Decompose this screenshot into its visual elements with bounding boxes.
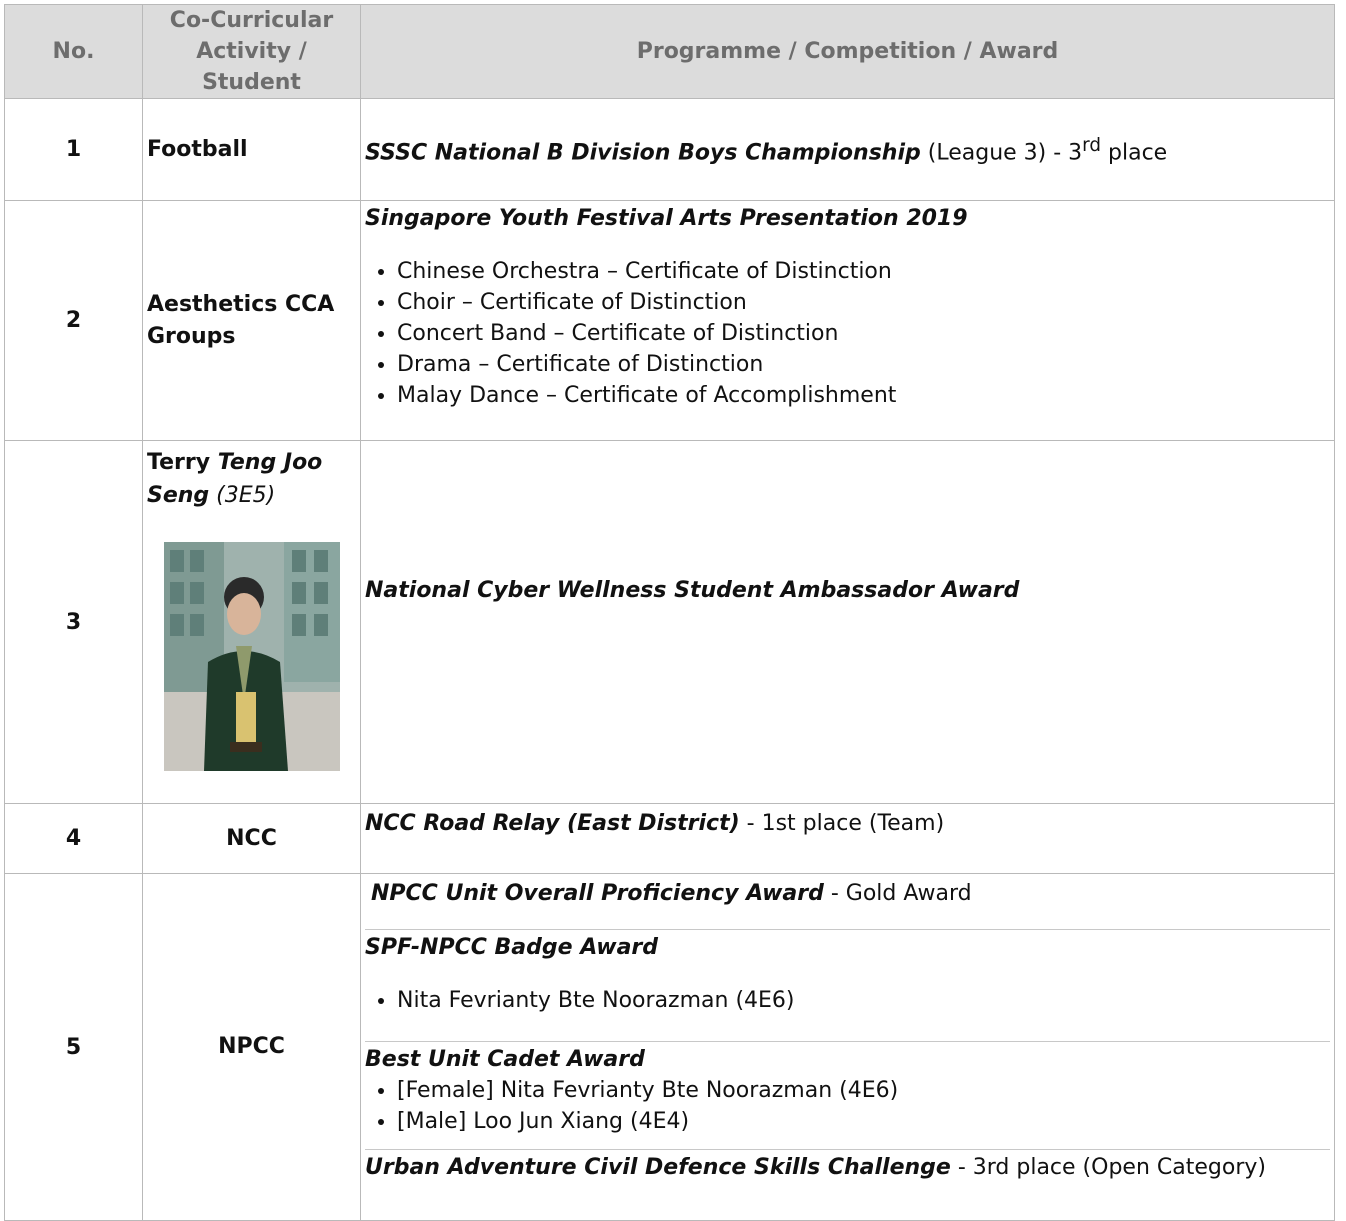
list-item: • [Male] Loo Jun Xiang (4E4) [397,1106,1330,1137]
award-cell [361,99,1335,201]
row-number: 3 [5,441,143,804]
list-item: • Nita Fevrianty Bte Noorazman (4E6) [397,985,1330,1016]
award-detail: (League 3) - 3 [920,140,1083,166]
student-class: (3E5) [209,483,276,508]
student-first-name: Terry [147,450,218,475]
table-row [5,201,1335,441]
row-number: 4 [5,804,143,874]
row-number: 2 [5,201,143,441]
list-item: • [Female] Nita Fevrianty Bte Noorazman (4E6) [397,1075,1330,1106]
award-cell [361,804,1335,874]
award-section [365,874,1330,930]
student-name-rest-2: Seng [147,483,210,508]
award-title: NPCC Unit Overall Proficiency Award [371,881,824,906]
award-detail: - 3rd place (Open Category) [950,1155,1266,1180]
award-superscript: rd [1082,135,1102,157]
award-section [365,930,1330,1042]
award-title: NCC Road Relay (East District) [365,811,740,836]
award-list [365,256,1330,411]
table-row [5,874,1335,1221]
student-name-rest: Teng Joo [217,450,323,475]
award-detail: - Gold Award [823,881,972,906]
header-row [5,5,1335,99]
student-cell [143,441,361,804]
list-item: • Chinese Orchestra – Certificate of Distinction [397,256,1330,287]
header-no: No. [5,5,143,99]
award-list [365,1075,1330,1137]
list-item: • Concert Band – Certificate of Distinction [397,318,1330,349]
awards-table [4,4,1335,1221]
award-title: Urban Adventure Civil Defence Skills Challenge [365,1155,951,1180]
cca-name: NCC [143,804,361,874]
award-cell [361,874,1335,1221]
table-row [5,441,1335,804]
cca-name-line1: Aesthetics CCA [147,291,335,317]
header-cca-line2: Activity / Student [196,39,307,95]
award-section [365,1042,1330,1150]
table-row [5,804,1335,874]
award-cell [361,441,1335,804]
list-item: • Malay Dance – Certificate of Accomplishment [397,380,1330,411]
table-row [5,99,1335,201]
list-item: • Drama – Certificate of Distinction [397,349,1330,380]
student-photo [164,542,340,771]
award-section [365,1150,1330,1183]
award-title: SPF-NPCC Badge Award [365,935,659,960]
award-cell [361,201,1335,441]
header-award: Programme / Competition / Award [361,5,1335,99]
award-title: SSSC National B Division Boys Championship [365,140,921,166]
award-title: Best Unit Cadet Award [365,1047,645,1072]
cca-name: Football [143,99,361,201]
student-name [147,446,356,512]
cca-name: NPCC [143,874,361,1221]
list-item: • Choir – Certificate of Distinction [397,287,1330,318]
award-detail: - 1st place (Team) [739,811,945,836]
cca-name-line2: Groups [147,323,236,349]
header-cca-line1: Co-Curricular [169,8,334,33]
row-number: 1 [5,99,143,201]
award-detail-end: place [1101,140,1168,166]
award-title: National Cyber Wellness Student Ambassador Award [365,577,1020,603]
award-list [365,985,1330,1016]
row-number: 5 [5,874,143,1221]
cca-name [143,201,361,441]
award-title: Singapore Youth Festival Arts Presentation 2019 [365,206,968,231]
header-cca [143,5,361,99]
